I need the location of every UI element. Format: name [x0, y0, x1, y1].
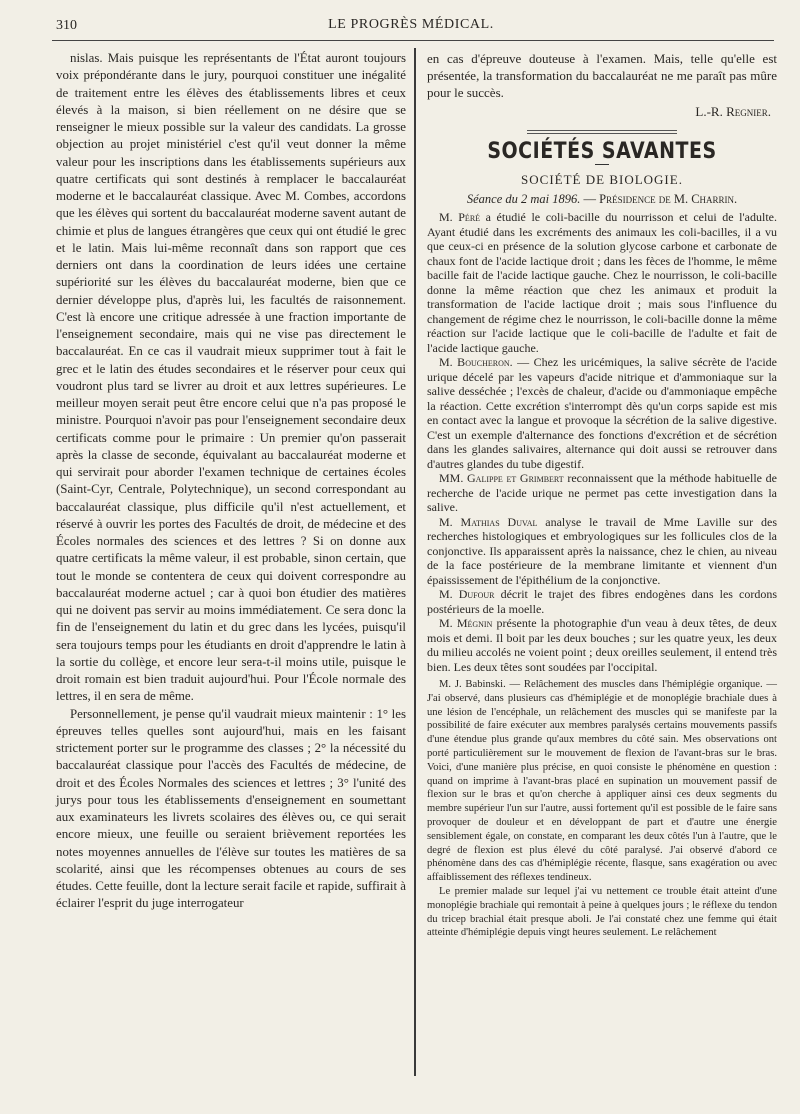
communication-text: a étudié le coli-bacille du nourrisson et celui de l'adulte. Ayant étudié dans les excréments des animaux les coli-bacilles, il a vu que ceux-ci en présence de la solution glycose carbone et carbonate de chaux font de l'acide lactique droit ; dans les fèces de l'homme, le même bacille fait de l'acide lactique gauche. Chez le nourrisson, le coli-bacille donne la même réaction que chez les animaux et produit la transformation de l'acide lactique droit ; mais sous l'influence du changement de régime chez le nourrisson, le coli-bacille donne la même réaction sur l'acide lactique que le coli-bacille de l'adulte et fait de l'acide lactique gauche.	[427, 210, 777, 355]
speaker-name: M. Péré	[439, 210, 481, 224]
left-column	[56, 50, 406, 913]
left-paragraph-2: Personnellement, je pense qu'il vaudrait mieux maintenir : 1° les épreuves telles quelles sont aujourd'hui, mais en les faisant strictement porter sur le programme des classes ; 2° la nécessité du baccalauréat classique pour l'accès des Facultés de médecine, de droit et des Écoles Normales des sciences et lettres ; 3° l'unité des jurys pour tous les établissements d'enseignement en soumettant aux examinateurs les livrets scolaires des élèves ou, ce qui serait encore mieux, une feuille ou seraient brièvement reportées les notes moyennes annuelles de l'élève sur toutes les matières de sa scolarité, ainsi que les récompenses obtenues au cours de ses études. Cette feuille, dont la lecture serait facile et rapide, suffirait à éclairer l'esprit du juge interrogateur	[56, 706, 406, 911]
ornament-rule	[527, 130, 677, 134]
communication-text: reconnaissent que la méthode habituelle de recherche de l'acide urique ne permet pas cette investigation dans la salive.	[427, 471, 777, 514]
communication-text: décrit le trajet des fibres endogènes dans les cordons postérieurs de la moelle.	[427, 587, 777, 616]
speaker-name: MM. Galippe et Grimbert	[439, 471, 564, 485]
page-header	[52, 14, 770, 36]
seance-presidence: — Présidence de M. Charrin.	[580, 191, 738, 206]
communication-boucheron	[427, 355, 777, 471]
babinski-paragraph-2: Le premier malade sur lequel j'ai vu nettement ce trouble était atteint d'une monoplégie brachiale qui remontait à peine à quelques jours ; le réflexe du tendon du tricep brachial était presque aboli. Je l'ai constaté chez une femme qui était atteinte d'hémiplégie depuis vingt heures seulement. Le relâchement	[427, 885, 777, 939]
speaker-name: M. Mathias Duval	[439, 514, 538, 529]
communication-dufour	[427, 587, 777, 616]
running-title: LE PROGRÈS MÉDICAL.	[328, 17, 494, 32]
page-number: 310	[56, 18, 77, 33]
left-paragraph-1: nislas. Mais puisque les représentants de l'État auront toujours voix prépondérante dans le jury, pourquoi constituer une inégalité de traitement entre les élèves des établissements libres et ceux élevés à la maison, si bien réellement on ne désire que se renseigner le mieux possible sur la valeur des candidats. La grosse objection au projet ministériel c'est qu'il veut donner la même valeur pour les inscriptions dans les établissements supérieurs aux quatre certificats qui sont destinés à remplacer le baccalauréat moderne et le baccalauréat classique. Avec M. Combes, accordons que les élèves qui sortent du baccalauréat moderne savent autant de chimie et plus de langues étrangères que ceux qui ont étudié le grec et le latin. Mais lui-même reconnaît dans son rapport que ces derniers ont dans la coordination de leurs idées une certaine supériorité sur les élèves du baccalauréat moderne, bien que ce dernier développe plus, d'après lui, les facultés de raisonnement. C'est là encore une critique adressée à une fraction importante de l'enseignement secondaire, mais qui ne vise pas directement le baccalauréat. En ce cas il vaudrait mieux supprimer tout à fait le grec et le latin des études secondaires et le réserver pour ceux qui voudront plus tard se livrer au droit et aux lettres supérieures. Le meilleur moyen serait peut être encore celui que n'a pas proposé le ministre. Pourquoi n'avoir pas pour l'enseignement secondaire deux certificats comme pour le primaire : Un premier qu'on passerait après la classe de seconde, équivalant au baccalauréat moderne et qui servirait pour aborder l'examen technique de certaines écoles (Saint-Cyr, Centrale, Polytechnique), un second correspondant au baccalauréat classique, plus difficile qu'il n'est actuellement, et réservé à ouvrir les portes des Facultés de droit, de médecine et des Écoles normales des sciences et des lettres ? Si on donne aux quatre certificats la même valeur, il est probable, sinon certain, que tout le monde se contentera de ceux qui doivent correspondre au baccalauréat moderne actuel ; car à quoi bon étudier des matières qui ne doivent pas servir au moins immédiatement. Ce sera donc la fin de l'enseignement du latin et du grec dans les lycées, puisqu'il sera toujours temps pour les étudiants en droit d'apprendre le latin à la sortie du collège, et encore leur sera-t-il moins utile, puisque le droit romain est bien traduit aujourd'hui. Pour l'École normale des lettres, il en sera de même.	[56, 51, 406, 704]
communication-duval	[427, 515, 777, 588]
babinski-paragraph-1: M. J. Babinski. — Relâchement des muscles dans l'hémiplégie organique. — J'ai observé, dans plusieurs cas d'hémiplégie et de monoplégie brachiale dues à une lésion de l'encéphale, un relâchement des muscles qui se manifeste par la possibilité de faire exécuter aux membres paralysés certains mouvements passifs d'une étendue plus grande qu'aux membres du côté sain. Mes observations ont porté particulièrement sur le mouvement de flexion de l'avant-bras sur le bras. Voici, d'une manière plus précise, en quoi consiste le phénomène en question : quand on imprime à l'avant-bras placé en supination un mouvement passif de flexion sur le bras et qu'on cherche à appliquer ainsi ces deux segments du membre supérieur l'un sur l'autre, aussi fortement qu'il est possible de le faire sans provoquer de douleur et en développant de part et d'autre une énergie sensiblement égale, on constate, en comparant les deux côtés l'un à l'autre, que le degré de flexion est plus élevé du côté paralysé. J'ai observé d'abord ce phénomène dans des cas d'hémiplégie récente, flasque, sans exagération ou avec affaiblissement des réflexes tendineux.	[427, 679, 777, 884]
speaker-name: M. Dufour	[439, 587, 495, 601]
communication-megnin	[427, 616, 777, 674]
column-divider	[414, 48, 416, 1076]
communication-text: analyse le travail de Mme Laville sur des recherches histologiques et embryologiques sur les follicules clos de la conjonctive. Ils apparaissent après la naissance, chez le chien, au niveau de la face postérieure de la membrane limitante et viennent d'un épaississement de l'épithélium de la conjonctive.	[427, 514, 777, 587]
seance-line	[427, 192, 777, 207]
speaker-name: M. Mégnin	[439, 616, 493, 630]
right-column	[427, 50, 777, 940]
society-title: SOCIÉTÉ DE BIOLOGIE.	[521, 172, 683, 187]
author-signature: L.-R. Regnier.	[695, 104, 771, 119]
speaker-name: M. Boucheron.	[439, 355, 513, 369]
seance-date: Séance du 2 mai 1896.	[466, 191, 581, 206]
title-dash	[595, 164, 609, 165]
communication-galippe	[427, 471, 777, 515]
header-rule	[52, 40, 774, 41]
communication-pere	[427, 210, 777, 355]
article-ending: en cas d'épreuve douteuse à l'examen. Mais, telle qu'elle est présentée, la transformation du baccalauréat ne me paraît pas mûre pour le succès.	[427, 51, 777, 100]
communication-text: — Chez les uricémiques, la salive sécrète de l'acide urique décelé par les vapeurs d'acide nitrique et d'ammoniaque sur la salive desséchée ; l'excès de chaleur, d'acide ou d'ammoniaque empêche la réaction. Cette excrétion s'interrompt dès qu'un corps sapide est mis en contact avec la langue et provoque la sécrétion de la salive digestive. C'est un exemple d'alternance des fonctions d'excrétion et de sécrétion dans les glandes salivaires, alternance qui doit aussi se retrouver dans d'autres glandes du tube digestif.	[427, 355, 777, 471]
communication-text: présente la photographie d'un veau à deux têtes, de deux mois et demi. Il boit par les deux bouches ; sur les quatre yeux, les deux du milieu accolés ne voient point ; deux oreilles seulement, il entend très bien. Les deux têtes sont soudées par l'occipital.	[427, 616, 777, 674]
babinski-communication	[427, 678, 777, 940]
section-title: SOCIÉTÉS SAVANTES	[487, 137, 717, 164]
